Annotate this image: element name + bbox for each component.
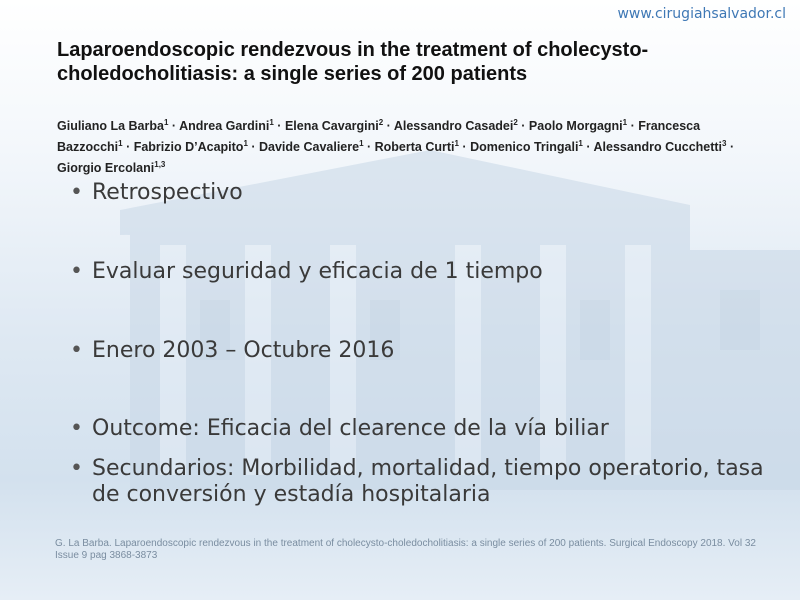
author-name: Francesca Bazzocchi$^1$ — [57, 119, 701, 155]
author-affiliation: 2 — [378, 118, 384, 127]
author-name: Fabrizio D’Acapito$^1$ — [133, 139, 248, 155]
bullet-dot-icon: • — [70, 338, 83, 363]
author-affiliation: 2 — [513, 118, 518, 127]
author-affiliation: 1 — [118, 139, 123, 149]
author-affiliation: 3 — [722, 139, 727, 149]
bullet-item: • Enero 2003 – Octubre 2016 — [70, 338, 395, 363]
bullet-item: • Secundarios: Morbilidad, mortalidad, tiempo operatorio, tasa de conversión y estadía hospitalaria — [70, 456, 764, 507]
bullet-dot-icon: • — [70, 180, 83, 205]
paper-title: Laparoendoscopic rendezvous in the treatment of cholecysto-choledocholitiasis: a single series of 200 patients — [57, 39, 649, 85]
bullet-dot-icon: • — [70, 456, 83, 481]
author-name: Roberta Curti$^1$ — [374, 139, 459, 155]
site-url: www.cirugiahsalvador.cl — [617, 6, 786, 22]
author-affiliation: 1,3 — [154, 160, 166, 170]
author-affiliation: 1 — [269, 118, 274, 127]
author-list: Giuliano La Barba$^1$ · Andrea Gardini$^1$ · Elena Cavargini$^2$ · Alessandro Casadei$^2$ · Paolo Morgagni$^1$ · Francesca Bazzocchi$^1$ · Fabrizio D’Acapito$^1$ · Davide Cavaliere$^1$ · Roberta Curti$^1$ · Domenico Tringali$^1$ · Alessandro Cucchetti$^3$ · Giorgio Ercolani$^{1,3}$ — [57, 118, 735, 176]
author-name: Alessandro Cucchetti$^3$ — [593, 139, 727, 155]
bullet-item: • Retrospectivo — [70, 180, 243, 205]
author-name: Alessandro Casadei$^2$ — [393, 118, 518, 134]
citation-footer: G. La Barba. Laparoendoscopic rendezvous in the treatment of cholecysto-choledocholitiasis: a single series of 200 patients. Surgical Endoscopy 2018. Vol 32 Issue 9 pag 3868-3873 — [55, 538, 756, 561]
author-name: Domenico Tringali$^1$ — [470, 139, 583, 155]
bullet-item: • Outcome: Eficacia del clearence de la vía biliar — [70, 416, 609, 441]
bullet-item: • Evaluar seguridad y eficacia de 1 tiempo — [70, 259, 543, 284]
author-name: Giorgio Ercolani$^{1,3}$ — [57, 160, 166, 176]
author-affiliation: 1 — [163, 118, 169, 127]
author-name: Giuliano La Barba$^1$ — [57, 118, 169, 134]
author-affiliation: 1 — [578, 139, 583, 149]
author-name: Elena Cavargini$^2$ — [284, 118, 384, 134]
author-affiliation: 1 — [622, 118, 628, 127]
author-name: Davide Cavaliere$^1$ — [259, 139, 364, 155]
author-affiliation: 1 — [454, 139, 459, 149]
author-name: Paolo Morgagni$^1$ — [528, 118, 628, 134]
bullet-dot-icon: • — [70, 259, 83, 284]
author-affiliation: 1 — [359, 139, 364, 149]
author-affiliation: 1 — [243, 139, 248, 149]
bullet-dot-icon: • — [70, 416, 83, 441]
author-name: Andrea Gardini$^1$ — [179, 118, 274, 134]
